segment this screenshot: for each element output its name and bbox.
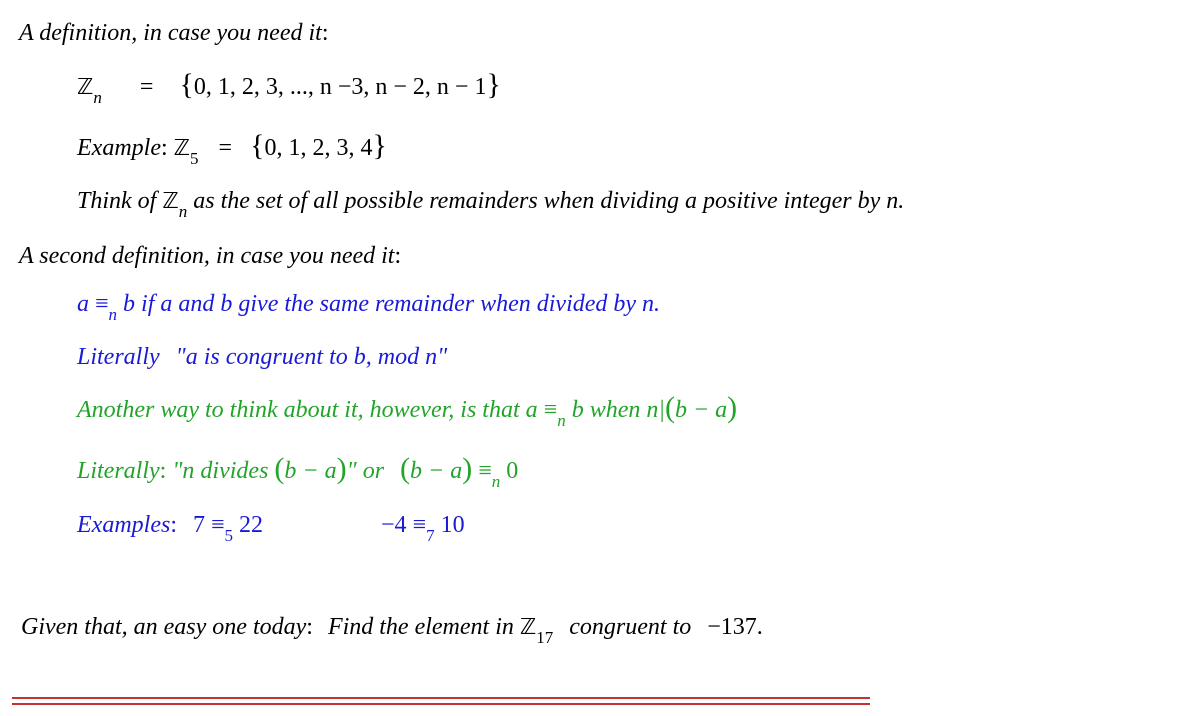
- definition-heading: [19, 20, 329, 47]
- examples-line-2: [381, 512, 465, 545]
- think-prefix: Think of: [77, 188, 157, 214]
- question-line: [21, 614, 763, 647]
- literally-divides-line: [77, 452, 519, 491]
- definition-heading-text: A definition, in case you need it: [19, 20, 322, 46]
- congruence-symbol: ≡: [543, 397, 558, 423]
- literally-line: [77, 344, 447, 371]
- congruence-symbol: ≡: [478, 458, 492, 484]
- literally2-label: Literally: [77, 458, 160, 484]
- example2-left: −4: [381, 512, 407, 538]
- literally2-paren2-body: b − a: [410, 458, 463, 484]
- paren-open: (: [400, 452, 411, 485]
- integers-symbol: ℤ: [162, 189, 179, 214]
- colon: :: [159, 458, 167, 484]
- example2-symbol: ≡: [412, 512, 427, 538]
- example1-right: 22: [239, 512, 264, 538]
- example1-left: 7: [192, 512, 205, 538]
- set-subscript: n: [178, 202, 188, 221]
- example1-subscript: 5: [224, 526, 234, 545]
- example1-symbol: ≡: [210, 512, 225, 538]
- congruence-subscript: n: [108, 305, 118, 324]
- integers-symbol: ℤ: [519, 615, 537, 640]
- colon: :: [394, 243, 402, 269]
- literally2-prefix: "n divides: [172, 458, 269, 484]
- another-text: Another way to think about it, however, is that a: [77, 397, 538, 423]
- think-suffix: as the set of all possible remainders when dividing a positive integer by n.: [193, 188, 905, 214]
- question-prefix: Given that, an easy one today: [21, 614, 307, 640]
- literally2-middle: " or: [346, 458, 385, 484]
- paren-open: (: [664, 391, 675, 424]
- set-subscript: 5: [190, 149, 199, 168]
- set-subscript: n: [93, 88, 102, 107]
- think-of-line: [77, 188, 905, 221]
- paren-close: ): [462, 452, 473, 485]
- question-suffix: congruent to: [569, 614, 692, 640]
- equals-sign: =: [218, 135, 233, 161]
- brace-open: {: [179, 68, 194, 101]
- literally-label: Literally: [77, 344, 160, 370]
- congruence-symbol: ≡: [95, 291, 109, 317]
- literally-text: "a is congruent to b, mod n": [175, 344, 448, 370]
- examples-label: Examples: [77, 512, 171, 538]
- integers-symbol: ℤ: [77, 75, 94, 100]
- zn-set-formula: [77, 68, 501, 107]
- example2-right: 10: [440, 512, 465, 538]
- congruence-definition: [77, 291, 661, 324]
- brace-close: }: [372, 129, 387, 162]
- congruence-subscript: n: [557, 411, 566, 430]
- example2-subscript: 7: [426, 526, 435, 545]
- brace-close: }: [486, 68, 501, 101]
- question-value: −137.: [707, 614, 763, 640]
- set-subscript: 17: [536, 628, 554, 647]
- second-definition-text: A second definition, in case you need it: [19, 243, 395, 269]
- paren-open: (: [274, 452, 285, 485]
- divider-rule-bottom: [12, 703, 870, 705]
- congruence-rest: b if a and b give the same remainder when divided by n.: [123, 291, 661, 317]
- examples-line: [77, 512, 264, 545]
- integers-symbol: ℤ: [173, 136, 191, 161]
- another-rest: b when n|: [571, 397, 665, 423]
- zero-value: 0: [506, 458, 519, 484]
- question-middle: Find the element in: [327, 614, 514, 640]
- colon: :: [170, 512, 177, 538]
- another-way-line: [77, 391, 738, 430]
- literally2-paren-body: b − a: [284, 458, 337, 484]
- congruence-a: a: [77, 291, 89, 317]
- example-label: Example: [77, 135, 161, 161]
- example-z5: [77, 129, 387, 168]
- colon: :: [160, 135, 168, 161]
- divider-rule-top: [12, 697, 870, 699]
- paren-close: ): [727, 391, 738, 424]
- colon: :: [306, 614, 313, 640]
- second-definition-heading: [19, 243, 401, 270]
- set-elements: 0, 1, 2, 3, ..., n −3, n − 2, n − 1: [193, 74, 487, 100]
- equals-sign: =: [139, 74, 154, 100]
- brace-open: {: [250, 129, 265, 162]
- congruence-subscript: n: [491, 472, 501, 491]
- paren-close: ): [336, 452, 347, 485]
- colon: :: [321, 20, 329, 46]
- example-set-elements: 0, 1, 2, 3, 4: [264, 135, 373, 161]
- paren-body: b − a: [674, 397, 728, 423]
